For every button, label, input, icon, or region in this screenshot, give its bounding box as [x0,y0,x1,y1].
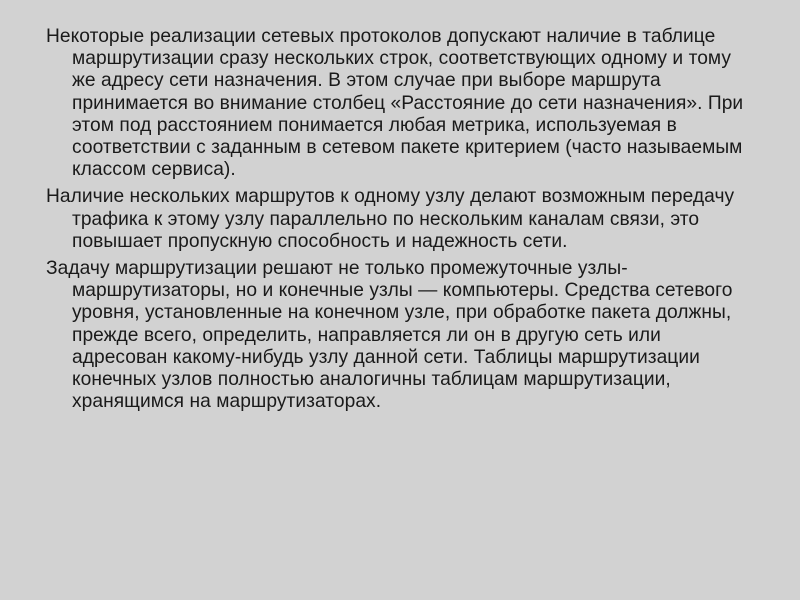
paragraph-end-node-routing: Задачу маршрутизации решают не только промежуточные узлы-маршрутизаторы, но и конечные узлы — компьютеры. Средства сетевого уровня, установленные на конечном узле, при обработке пакета должны, прежде всего, определить, направляется ли он в другую сеть или адресован какому-нибудь узлу данной сети. Таблицы маршрутизации конечных узлов полностью аналогичны таблицам маршрутизации, хранящимся на маршрутизаторах. [46,258,733,413]
paragraph-parallel-routes: Наличие нескольких маршрутов к одному узлу делают возможным передачу трафика к этому узлу параллельно по нескольким каналам связи, это повышает пропускную способность и надежность сети. [46,186,735,252]
paragraph-multiple-routes-metric: Некоторые реализации сетевых протоколов допускают наличие в таблице маршрутизации сразу нескольких строк, соответствующих одному и тому же адресу сети назначения. В этом случае при выборе маршрута принимается во внимание столбец «Расстояние до сети назначения». При этом под расстоянием понимается любая метрика, используемая в соответствии с заданным в сетевом пакете критерием (часто называемым классом сервиса). [46,26,744,181]
